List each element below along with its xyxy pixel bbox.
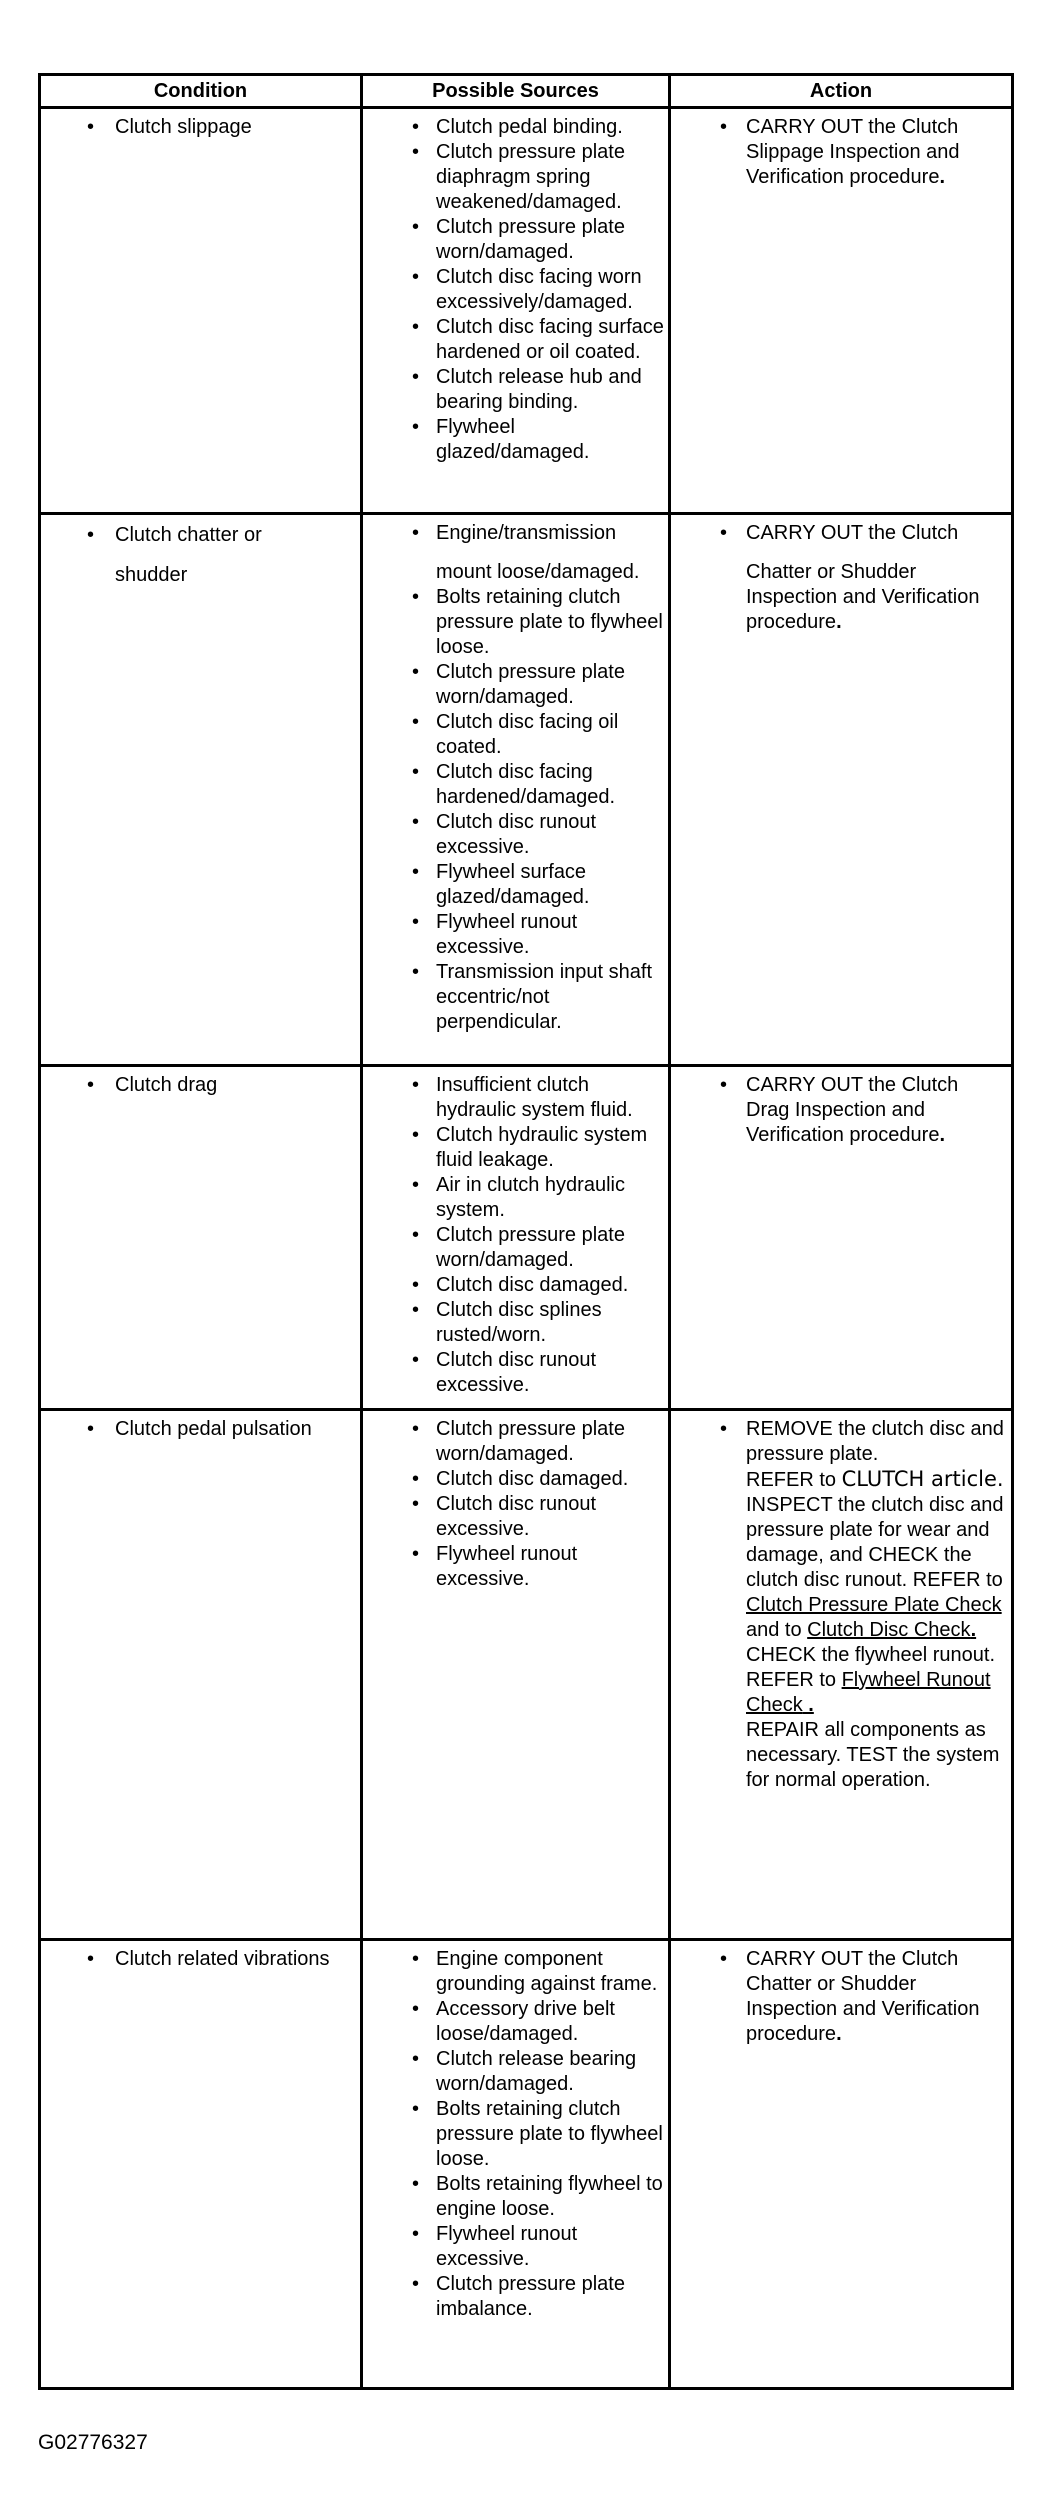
figure-id: G02776327 <box>38 2431 148 2454</box>
condition-text: • Clutch pedal pulsation <box>45 1417 356 1442</box>
source-item: • Clutch hydraulic system fluid leakage. <box>367 1123 664 1173</box>
action-text: • CARRY OUT the Clutch Drag Inspection and Verification procedure. <box>675 1073 1007 1148</box>
source-item: • Clutch disc runout excessive. <box>367 1348 664 1398</box>
source-item: • Air in clutch hydraulic system. <box>367 1173 664 1223</box>
source-item: • Clutch disc facing worn excessively/damaged. <box>367 265 664 315</box>
condition-text: • Clutch chatter or shudder <box>45 515 356 595</box>
source-item: • Clutch pressure plate diaphragm spring weakened/damaged. <box>367 140 664 215</box>
source-item: • Flywheel glazed/damaged. <box>367 415 664 465</box>
header-row <box>40 75 1013 108</box>
action-cell <box>670 514 1013 1066</box>
clutch-disc-check-link[interactable]: Clutch Disc Check <box>807 1619 971 1641</box>
condition-cell <box>40 514 362 1066</box>
source-item: • Clutch pressure plate worn/damaged. <box>367 215 664 265</box>
sources-cell <box>362 1410 670 1940</box>
action-text: • CARRY OUT the Clutch Chatter or Shudder Inspection and Verification procedure. <box>675 521 1007 635</box>
source-item: • Clutch disc damaged. <box>367 1273 664 1298</box>
table-row-clutch-chatter <box>40 514 1013 1066</box>
source-item: • Transmission input shaft eccentric/not perpendicular. <box>367 960 664 1035</box>
clutch-diagnosis-table <box>38 73 1014 2390</box>
source-item: • Clutch pressure plate worn/damaged. <box>367 660 664 710</box>
source-item: • Clutch pressure plate worn/damaged. <box>367 1417 664 1467</box>
source-item: • Clutch release bearing worn/damaged. <box>367 2047 664 2097</box>
condition-cell <box>40 108 362 514</box>
source-item: • Clutch disc runout excessive. <box>367 1492 664 1542</box>
clutch-pressure-plate-check-link[interactable]: Clutch Pressure Plate Check <box>746 1594 1002 1616</box>
source-item: • Flywheel runout excessive. <box>367 910 664 960</box>
action-text: • CARRY OUT the Clutch Slippage Inspection and Verification procedure. <box>675 115 1007 190</box>
header-action: Action <box>670 75 1013 108</box>
source-item: • Clutch pressure plate worn/damaged. <box>367 1223 664 1273</box>
condition-text: • Clutch drag <box>45 1073 356 1098</box>
action-text: • REMOVE the clutch disc and pressure plate. REFER to CLUTCH article. INSPECT the clutch disc and pressure plate for wear and damage, and CHECK the clutch disc runout. REFER to Clutch Pressure Plate Check and to Clutch Disc Check. CHECK the flywheel runout. REFER to Flywheel Runout Check . REPAIR all components as necessary. TEST the system for normal operation. <box>675 1417 1007 1793</box>
source-item: • Clutch disc facing hardened/damaged. <box>367 760 664 810</box>
source-item: • Flywheel runout excessive. <box>367 1542 664 1592</box>
action-text: • CARRY OUT the Clutch Chatter or Shudder Inspection and Verification procedure. <box>675 1947 1007 2047</box>
source-item: • Engine component grounding against frame. <box>367 1947 664 1997</box>
source-item: • Flywheel runout excessive. <box>367 2222 664 2272</box>
source-item: • Clutch pedal binding. <box>367 115 664 140</box>
table-row-clutch-drag <box>40 1066 1013 1410</box>
source-item: • Clutch release hub and bearing binding. <box>367 365 664 415</box>
source-item: • Engine/transmission mount loose/damaged. <box>367 521 664 585</box>
sources-cell <box>362 1940 670 2389</box>
source-item: • Clutch disc runout excessive. <box>367 810 664 860</box>
header-condition: Condition <box>40 75 362 108</box>
table-row-clutch-pedal-pulsation <box>40 1410 1013 1940</box>
source-item: • Bolts retaining flywheel to engine loose. <box>367 2172 664 2222</box>
condition-cell <box>40 1410 362 1940</box>
action-cell <box>670 1410 1013 1940</box>
sources-cell <box>362 108 670 514</box>
table-row-clutch-related-vibrations <box>40 1940 1013 2389</box>
flywheel-runout-check-link[interactable]: Flywheel Runout Check <box>746 1669 991 1716</box>
table-row-clutch-slippage <box>40 108 1013 514</box>
sources-cell <box>362 1066 670 1410</box>
action-cell <box>670 1066 1013 1410</box>
source-item: • Accessory drive belt loose/damaged. <box>367 1997 664 2047</box>
source-item: • Bolts retaining clutch pressure plate to flywheel loose. <box>367 2097 664 2172</box>
condition-text: • Clutch slippage <box>45 115 356 140</box>
sources-cell <box>362 514 670 1066</box>
source-item: • Clutch disc damaged. <box>367 1467 664 1492</box>
source-item: • Clutch disc facing oil coated. <box>367 710 664 760</box>
header-possible-sources: Possible Sources <box>362 75 670 108</box>
source-item: • Flywheel surface glazed/damaged. <box>367 860 664 910</box>
condition-cell <box>40 1940 362 2389</box>
source-item: • Clutch pressure plate imbalance. <box>367 2272 664 2322</box>
source-item: • Bolts retaining clutch pressure plate to flywheel loose. <box>367 585 664 660</box>
clutch-article-ref: CLUTCH article. <box>841 1467 1004 1491</box>
action-cell <box>670 1940 1013 2389</box>
action-cell <box>670 108 1013 514</box>
condition-cell <box>40 1066 362 1410</box>
source-item: • Insufficient clutch hydraulic system fluid. <box>367 1073 664 1123</box>
source-item: • Clutch disc splines rusted/worn. <box>367 1298 664 1348</box>
source-item: • Clutch disc facing surface hardened or oil coated. <box>367 315 664 365</box>
condition-text: • Clutch related vibrations <box>45 1947 356 1972</box>
